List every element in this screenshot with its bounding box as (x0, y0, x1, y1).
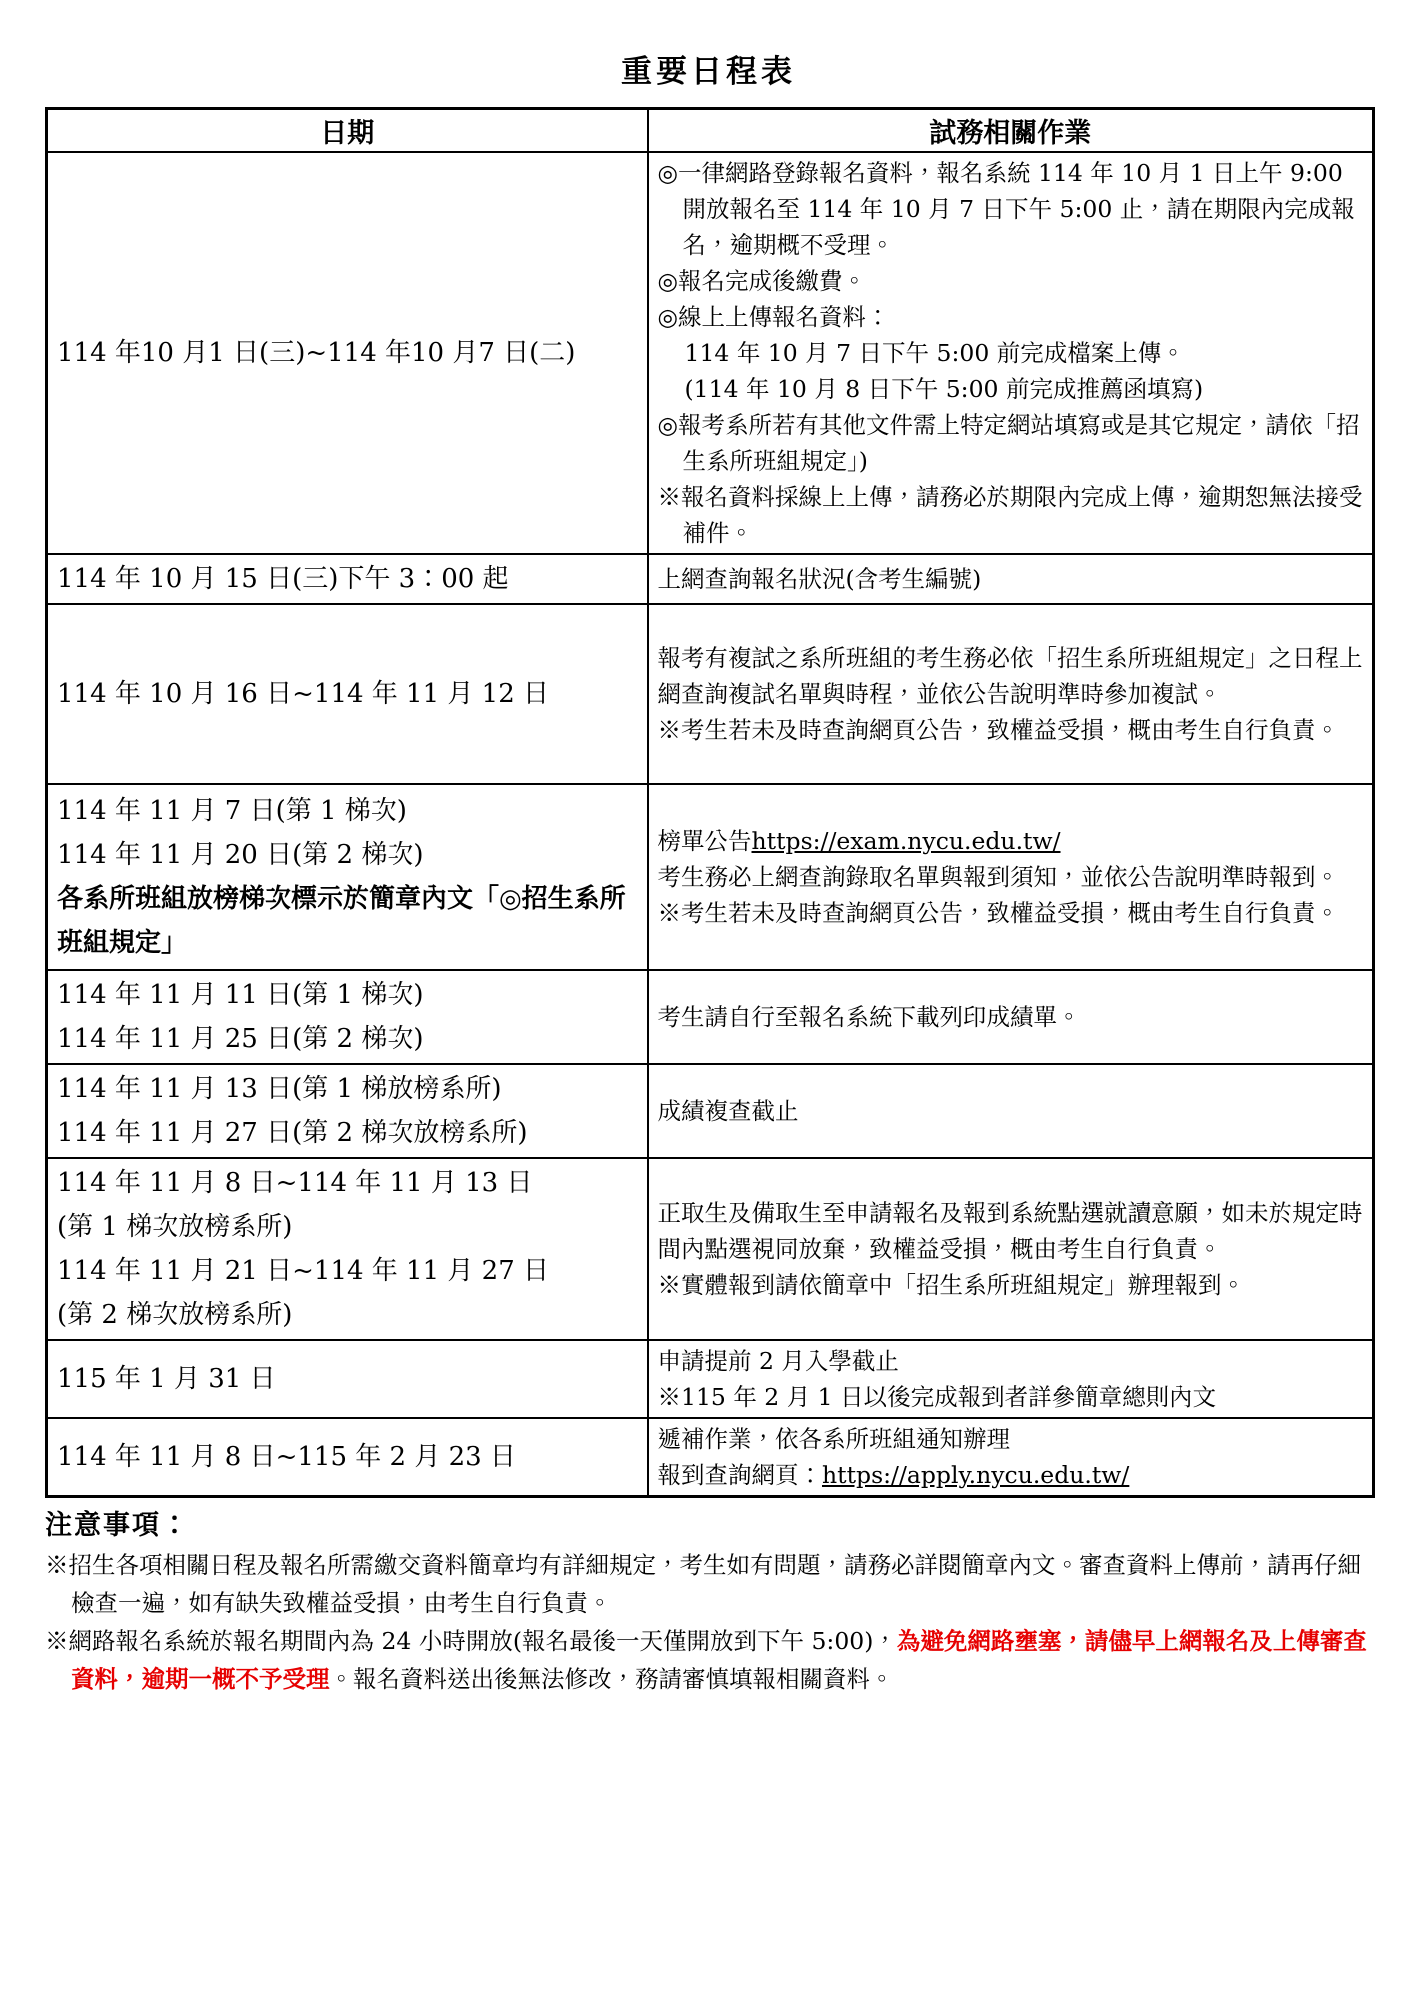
note-marker: ※ (657, 716, 681, 744)
notes-heading: 注意事項： (45, 1510, 190, 1541)
task-cell (648, 554, 1374, 604)
table-row (47, 1340, 1374, 1418)
text-segment: 網路報名系統於報名期間內為 24 小時開放(報名最後一天僅開放到下午 5:00)， (68, 1627, 897, 1655)
text-segment: 一律網路登錄報名資料，報名系統 114 年 10 月 1 日上午 9:00 開放報名至 114 年 10 月 7 日下午 5:00 止，請在期限內完成報名，逾期概不受理。 (678, 159, 1355, 259)
text-segment: 招生各項相關日程及報名所需繳交資料簡章均有詳細規定，考生如有問題，請務必詳閱簡章內文。審查資料上傳前，請再仔細檢查一遍，如有缺失致權益受損，由考生自行負責。 (68, 1551, 1361, 1617)
table-row (47, 152, 1374, 554)
date-line: 114 年 11 月 8 日~114 年 11 月 13 日 (57, 1168, 533, 1198)
bullet-marker: ◎ (657, 159, 679, 187)
text-segment: 榜單公告 (657, 827, 752, 855)
schedule-table (45, 107, 1375, 1498)
task-paragraph (658, 407, 1365, 479)
text-segment: (114 年 10 月 8 日下午 5:00 前完成推薦函填寫) (684, 375, 1204, 403)
schedule-table-body (47, 152, 1374, 1497)
note-marker: ※ (657, 1383, 681, 1411)
text-segment: 。報名資料送出後無法修改，務請審慎填報相關資料。 (329, 1665, 894, 1693)
text-segment: 實體報到請依簡章中「招生系所班組規定」辦理報到。 (681, 1271, 1245, 1299)
task-paragraph (658, 895, 1365, 931)
date-cell (47, 1340, 648, 1418)
task-paragraph (658, 263, 1365, 299)
url-link[interactable]: https://exam.nycu.edu.tw/ (751, 827, 1061, 855)
date-line: 114 年 11 月 8 日~115 年 2 月 23 日 (57, 1442, 516, 1472)
date-line: (第 2 梯次放榜系所) (57, 1300, 293, 1330)
date-cell (47, 784, 648, 970)
date-line: 114 年 11 月 13 日(第 1 梯放榜系所) (57, 1074, 502, 1104)
date-line: 114 年10 月1 日(三)~114 年10 月7 日(二) (57, 338, 576, 368)
table-row (47, 604, 1374, 784)
task-cell (648, 1418, 1374, 1497)
task-paragraph (658, 1093, 1365, 1129)
task-paragraph (658, 640, 1365, 712)
table-row (47, 1064, 1374, 1158)
table-row (47, 1418, 1374, 1497)
task-cell (648, 1064, 1374, 1158)
task-cell (648, 970, 1374, 1064)
text-segment: 報名完成後繳費。 (678, 267, 867, 295)
note-item (45, 1622, 1375, 1698)
task-paragraph (658, 859, 1365, 895)
text-segment: 考生務必上網查詢錄取名單與報到須知，並依公告說明準時報到。 (657, 863, 1339, 891)
task-paragraph (658, 371, 1365, 407)
date-line: 各系所班組放榜梯次標示於簡章內文「◎招生系所班組規定」 (57, 884, 626, 958)
task-paragraph (658, 155, 1365, 263)
text-segment: 考生若未及時查詢網頁公告，致權益受損，概由考生自行負責。 (681, 716, 1339, 744)
url-link[interactable]: https://apply.nycu.edu.tw/ (822, 1461, 1130, 1489)
text-segment: 考生若未及時查詢網頁公告，致權益受損，概由考生自行負責。 (681, 899, 1339, 927)
note-marker: ※ (657, 1271, 681, 1299)
task-paragraph (658, 999, 1365, 1035)
task-paragraph (658, 561, 1365, 597)
text-segment: 報考有複試之系所班組的考生務必依「招生系所班組規定」之日程上網查詢複試名單與時程，並依公告說明準時參加複試。 (657, 644, 1363, 708)
text-segment: 申請提前 2 月入學截止 (657, 1347, 899, 1375)
text-segment: 成績複查截止 (657, 1097, 799, 1125)
task-paragraph (658, 1457, 1365, 1493)
note-marker: ※ (657, 483, 681, 511)
text-segment: 報名資料採線上上傳，請務必於期限內完成上傳，逾期恕無法接受補件。 (681, 483, 1363, 547)
date-line: 114 年 10 月 16 日~114 年 11 月 12 日 (57, 679, 550, 709)
task-paragraph (658, 1421, 1365, 1457)
date-line: 114 年 10 月 15 日(三)下午 3：00 起 (57, 564, 509, 594)
page-title: 重要日程表 (621, 54, 796, 90)
table-row (47, 1158, 1374, 1340)
date-cell (47, 1158, 648, 1340)
task-paragraph (658, 712, 1365, 748)
date-line: (第 1 梯次放榜系所) (57, 1212, 293, 1242)
date-line: 114 年 11 月 21 日~114 年 11 月 27 日 (57, 1256, 550, 1286)
note-marker: ※ (45, 1551, 69, 1579)
text-segment: 報考系所若有其他文件需上特定網站填寫或是其它規定，請依「招生系所班組規定」) (678, 411, 1360, 475)
date-cell (47, 152, 648, 554)
date-cell (47, 1418, 648, 1497)
text-segment: 正取生及備取生至申請報名及報到系統點選就讀意願，如未於規定時間內點選視同放棄，致權益受損，概由考生自行負責。 (657, 1199, 1363, 1263)
header-task-column: 試務相關作業 (648, 109, 1374, 153)
date-line: 114 年 11 月 11 日(第 1 梯次) (57, 980, 424, 1010)
task-paragraph (658, 823, 1365, 859)
note-item (45, 1546, 1375, 1622)
date-line: 114 年 11 月 27 日(第 2 梯次放榜系所) (57, 1118, 528, 1148)
header-date-column: 日期 (47, 109, 648, 153)
text-segment: 上網查詢報名狀況(含考生編號) (657, 565, 982, 593)
task-cell (648, 784, 1374, 970)
notes-list (45, 1546, 1375, 1698)
task-cell (648, 1340, 1374, 1418)
date-cell (47, 1064, 648, 1158)
text-segment: 線上上傳報名資料： (678, 303, 890, 331)
task-paragraph (658, 479, 1365, 551)
date-cell (47, 604, 648, 784)
task-cell (648, 152, 1374, 554)
date-line: 114 年 11 月 7 日(第 1 梯次) (57, 796, 407, 826)
date-cell (47, 554, 648, 604)
date-line: 115 年 1 月 31 日 (57, 1364, 276, 1394)
text-segment: 115 年 2 月 1 日以後完成報到者詳參簡章總則內文 (681, 1383, 1217, 1411)
red-emphasis-text: 為避免網路壅塞，請儘早上網報名及上傳審查資料，逾期一概不予受理 (71, 1627, 1367, 1693)
table-row (47, 784, 1374, 970)
date-line: 114 年 11 月 20 日(第 2 梯次) (57, 840, 424, 870)
bullet-marker: ◎ (657, 411, 679, 439)
table-row (47, 554, 1374, 604)
date-line: 114 年 11 月 25 日(第 2 梯次) (57, 1024, 424, 1054)
task-paragraph (658, 335, 1365, 371)
task-cell (648, 604, 1374, 784)
text-segment: 遞補作業，依各系所班組通知辦理 (657, 1425, 1010, 1453)
task-paragraph (658, 1379, 1365, 1415)
note-marker: ※ (45, 1627, 69, 1655)
text-segment: 考生請自行至報名系統下載列印成績單。 (657, 1003, 1081, 1031)
bullet-marker: ◎ (657, 303, 679, 331)
task-cell (648, 1158, 1374, 1340)
table-header-row (47, 109, 1374, 153)
bullet-marker: ◎ (657, 267, 679, 295)
task-paragraph (658, 1195, 1365, 1267)
date-cell (47, 970, 648, 1064)
table-row (47, 970, 1374, 1064)
notes-section (45, 1506, 1375, 1698)
text-segment: 報到查詢網頁： (657, 1461, 822, 1489)
task-paragraph (658, 1343, 1365, 1379)
task-paragraph (658, 1267, 1365, 1303)
task-paragraph (658, 299, 1365, 335)
text-segment: 114 年 10 月 7 日下午 5:00 前完成檔案上傳。 (684, 339, 1185, 367)
note-marker: ※ (657, 899, 681, 927)
